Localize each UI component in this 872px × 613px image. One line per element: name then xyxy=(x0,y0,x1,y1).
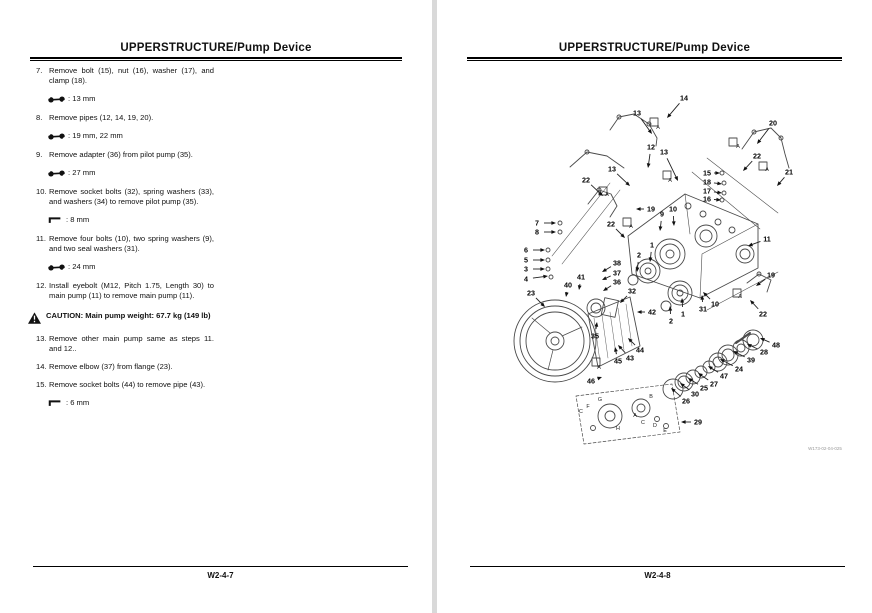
callout-label-9: 9 xyxy=(660,209,664,219)
callout-12 xyxy=(647,143,655,168)
detail-letter-A: A xyxy=(738,294,742,300)
callout-label-47: 47 xyxy=(720,371,728,381)
step-text: Remove pipes (12, 14, 19, 20). xyxy=(49,113,154,122)
caution-block xyxy=(28,311,214,324)
callout-label-32: 32 xyxy=(628,286,636,296)
tool-size-line xyxy=(48,215,214,225)
callout-label-22: 22 xyxy=(759,309,767,319)
allen-key-icon xyxy=(48,399,63,407)
step-text: Remove four bolts (10), two spring washers (9), and two seal washers (31). xyxy=(49,234,214,253)
tool-size-line xyxy=(48,398,214,408)
step-text: Remove socket bolts (32), spring washers (33), and washers (34) to remove pilot pump (35). xyxy=(49,187,214,206)
callout-label-27: 27 xyxy=(710,379,718,389)
step-number: 14. xyxy=(36,362,47,371)
step-item-10 xyxy=(36,187,214,207)
callout-label-13: 13 xyxy=(660,147,668,157)
callout-label-2: 2 xyxy=(669,316,673,326)
tool-size-text: : 19 mm, 22 mm xyxy=(68,131,123,140)
detail-letter-H: H xyxy=(616,426,620,432)
callout-10 xyxy=(669,205,677,226)
callout-label-31: 31 xyxy=(699,304,707,314)
callout-8 xyxy=(535,228,556,237)
callout-label-23: 23 xyxy=(527,288,535,298)
callout-16 xyxy=(703,195,721,204)
callout-29 xyxy=(681,418,702,427)
tool-size-text: : 6 mm xyxy=(66,398,90,407)
callout-7 xyxy=(535,219,556,228)
callout-42 xyxy=(637,308,656,317)
callout-label-15: 15 xyxy=(703,168,711,178)
callout-39 xyxy=(733,351,755,365)
callout-label-21: 21 xyxy=(785,167,793,177)
callout-13 xyxy=(633,109,652,134)
callout-14 xyxy=(667,94,688,118)
callout-label-24: 24 xyxy=(735,364,743,374)
detail-letter-A: A xyxy=(668,178,672,184)
detail-letter-C: C xyxy=(579,409,583,415)
step-number: 9. xyxy=(36,150,43,159)
page-number-left: W2-4-7 xyxy=(207,571,234,580)
allen-key-icon xyxy=(48,216,63,224)
step-text: Remove other main pump same as steps 11. and 12.. xyxy=(49,334,214,353)
callout-label-42: 42 xyxy=(648,307,656,317)
step-number: 15. xyxy=(36,380,47,389)
callout-label-36: 36 xyxy=(613,277,621,287)
callout-1 xyxy=(680,298,685,319)
callout-label-2: 2 xyxy=(637,250,641,260)
callout-label-11: 11 xyxy=(763,234,771,244)
callout-1 xyxy=(649,241,654,262)
detail-letter-A: A xyxy=(597,365,601,371)
step-number: 10. xyxy=(36,187,47,196)
step-item-11 xyxy=(36,234,214,254)
step-number: 13. xyxy=(36,334,47,343)
callout-4 xyxy=(524,275,548,284)
step-text: Remove socket bolts (44) to remove pipe (43). xyxy=(49,380,206,389)
callout-22 xyxy=(750,300,767,319)
callout-label-6: 6 xyxy=(524,245,528,255)
detail-letter-A: A xyxy=(656,125,660,131)
tool-size-text: : 24 mm xyxy=(68,262,96,271)
page-number-right: W2-4-8 xyxy=(644,571,671,580)
callout-21 xyxy=(777,168,793,186)
callout-label-22: 22 xyxy=(582,175,590,185)
tool-size-text: : 8 mm xyxy=(66,215,90,224)
callout-label-45: 45 xyxy=(614,356,622,366)
page-footer-right xyxy=(470,566,845,580)
callout-label-10: 10 xyxy=(669,204,677,214)
callout-label-25: 25 xyxy=(700,383,708,393)
callout-label-26: 26 xyxy=(682,396,690,406)
callout-46 xyxy=(587,377,602,386)
page-left xyxy=(0,0,432,613)
wrench-icon xyxy=(48,132,65,141)
callout-5 xyxy=(524,256,545,265)
step-number: 12. xyxy=(36,281,47,290)
callout-label-46: 46 xyxy=(587,376,595,386)
callout-label-20: 20 xyxy=(769,118,777,128)
callout-label-16: 16 xyxy=(703,194,711,204)
step-item-13 xyxy=(36,334,214,354)
callout-19 xyxy=(636,205,655,214)
tool-size-line xyxy=(48,168,214,178)
callout-label-38: 38 xyxy=(613,258,621,268)
callout-45 xyxy=(614,347,622,366)
callout-label-3: 3 xyxy=(524,264,528,274)
callout-label-28: 28 xyxy=(760,347,768,357)
callout-2 xyxy=(668,306,673,326)
procedure-steps xyxy=(36,66,214,417)
callout-label-1: 1 xyxy=(650,240,654,250)
callout-label-5: 5 xyxy=(524,255,528,265)
detail-letter-B: B xyxy=(649,394,653,400)
header-rule-right xyxy=(467,57,842,61)
callout-32 xyxy=(620,287,636,303)
callout-19 xyxy=(756,271,775,286)
callout-44 xyxy=(628,338,644,355)
callout-40 xyxy=(564,281,572,297)
callout-label-22: 22 xyxy=(607,219,615,229)
callout-label-48: 48 xyxy=(772,340,780,350)
caution-message: Main pump weight: 67.7 kg (149 lb) xyxy=(85,311,211,320)
detail-letter-A: A xyxy=(629,224,633,230)
callout-label-7: 7 xyxy=(535,218,539,228)
pump-exploded-diagram xyxy=(460,86,872,471)
header-rule-left xyxy=(30,57,402,61)
step-number: 7. xyxy=(36,66,43,75)
callout-label-29: 29 xyxy=(694,417,702,427)
callout-label-39: 39 xyxy=(747,355,755,365)
callout-41 xyxy=(577,273,585,290)
callout-6 xyxy=(524,246,545,255)
step-number: 8. xyxy=(36,113,43,122)
step-item-9 xyxy=(36,150,214,160)
callout-label-41: 41 xyxy=(577,272,585,282)
callout-3 xyxy=(524,265,545,274)
detail-letter-D: D xyxy=(653,423,657,429)
callout-label-17: 17 xyxy=(703,186,711,196)
tool-size-line xyxy=(48,94,214,104)
callout-label-1: 1 xyxy=(681,309,685,319)
callout-label-44: 44 xyxy=(636,345,644,355)
tool-size-text: : 13 mm xyxy=(68,94,96,103)
step-item-7 xyxy=(36,66,214,86)
callout-label-10: 10 xyxy=(711,299,719,309)
callout-22 xyxy=(582,176,603,196)
step-text: Remove bolt (15), nut (16), washer (17), and clamp (18). xyxy=(49,66,214,85)
wrench-icon xyxy=(48,95,65,104)
callout-18 xyxy=(703,178,722,187)
callout-11 xyxy=(748,235,771,247)
page-right xyxy=(437,0,872,613)
step-text: Install eyebolt (M12, Pitch 1.75, Length 30) to main pump (11) to remove main pump (11). xyxy=(49,281,214,300)
callout-22 xyxy=(743,152,761,171)
step-item-15 xyxy=(36,380,214,390)
step-item-14 xyxy=(36,362,214,372)
tool-size-text: : 27 mm xyxy=(68,168,96,177)
callout-label-19: 19 xyxy=(767,270,775,280)
step-text: Remove elbow (37) from flange (23). xyxy=(49,362,173,371)
step-number: 11. xyxy=(36,234,46,243)
callout-label-13: 13 xyxy=(633,108,641,118)
wrench-icon xyxy=(48,169,65,178)
callout-22 xyxy=(607,220,625,238)
callout-label-40: 40 xyxy=(564,280,572,290)
step-item-12 xyxy=(36,281,214,301)
figure-code: W173-02-04-025 xyxy=(808,446,842,451)
callout-label-8: 8 xyxy=(535,227,539,237)
detail-letter-A: A xyxy=(736,144,740,150)
detail-letter-E: E xyxy=(663,428,667,434)
callout-label-22: 22 xyxy=(753,151,761,161)
detail-letter-A: A xyxy=(765,167,769,173)
callout-label-12: 12 xyxy=(647,142,655,152)
tool-size-line xyxy=(48,131,214,141)
step-text: Remove adapter (36) from pilot pump (35). xyxy=(49,150,193,159)
detail-letter-A: A xyxy=(605,192,609,198)
caution-label: CAUTION: xyxy=(46,311,84,320)
callout-label-13: 13 xyxy=(608,164,616,174)
callout-label-37: 37 xyxy=(613,268,621,278)
callout-15 xyxy=(703,169,720,178)
detail-letter-F: F xyxy=(586,404,590,410)
step-item-8 xyxy=(36,113,214,123)
tool-size-line xyxy=(48,262,214,272)
callout-label-19: 19 xyxy=(647,204,655,214)
callout-13 xyxy=(608,165,630,186)
callout-label-43: 43 xyxy=(626,353,634,363)
wrench-icon xyxy=(48,263,65,272)
detail-letter-C: C xyxy=(641,420,645,426)
callout-label-14: 14 xyxy=(680,93,688,103)
callout-label-35: 35 xyxy=(591,331,599,341)
page-footer-left xyxy=(33,566,408,580)
callout-label-4: 4 xyxy=(524,274,528,284)
callout-label-18: 18 xyxy=(703,177,711,187)
caution-text xyxy=(46,311,214,324)
detail-letter-A: A xyxy=(633,413,637,419)
detail-letter-G: G xyxy=(597,397,603,403)
callout-label-30: 30 xyxy=(691,389,699,399)
caution-icon xyxy=(28,312,41,324)
page-title-right: UPPERSTRUCTURE/Pump Device xyxy=(558,42,751,54)
callout-9 xyxy=(659,210,664,231)
page-title-left: UPPERSTRUCTURE/Pump Device xyxy=(120,42,312,54)
